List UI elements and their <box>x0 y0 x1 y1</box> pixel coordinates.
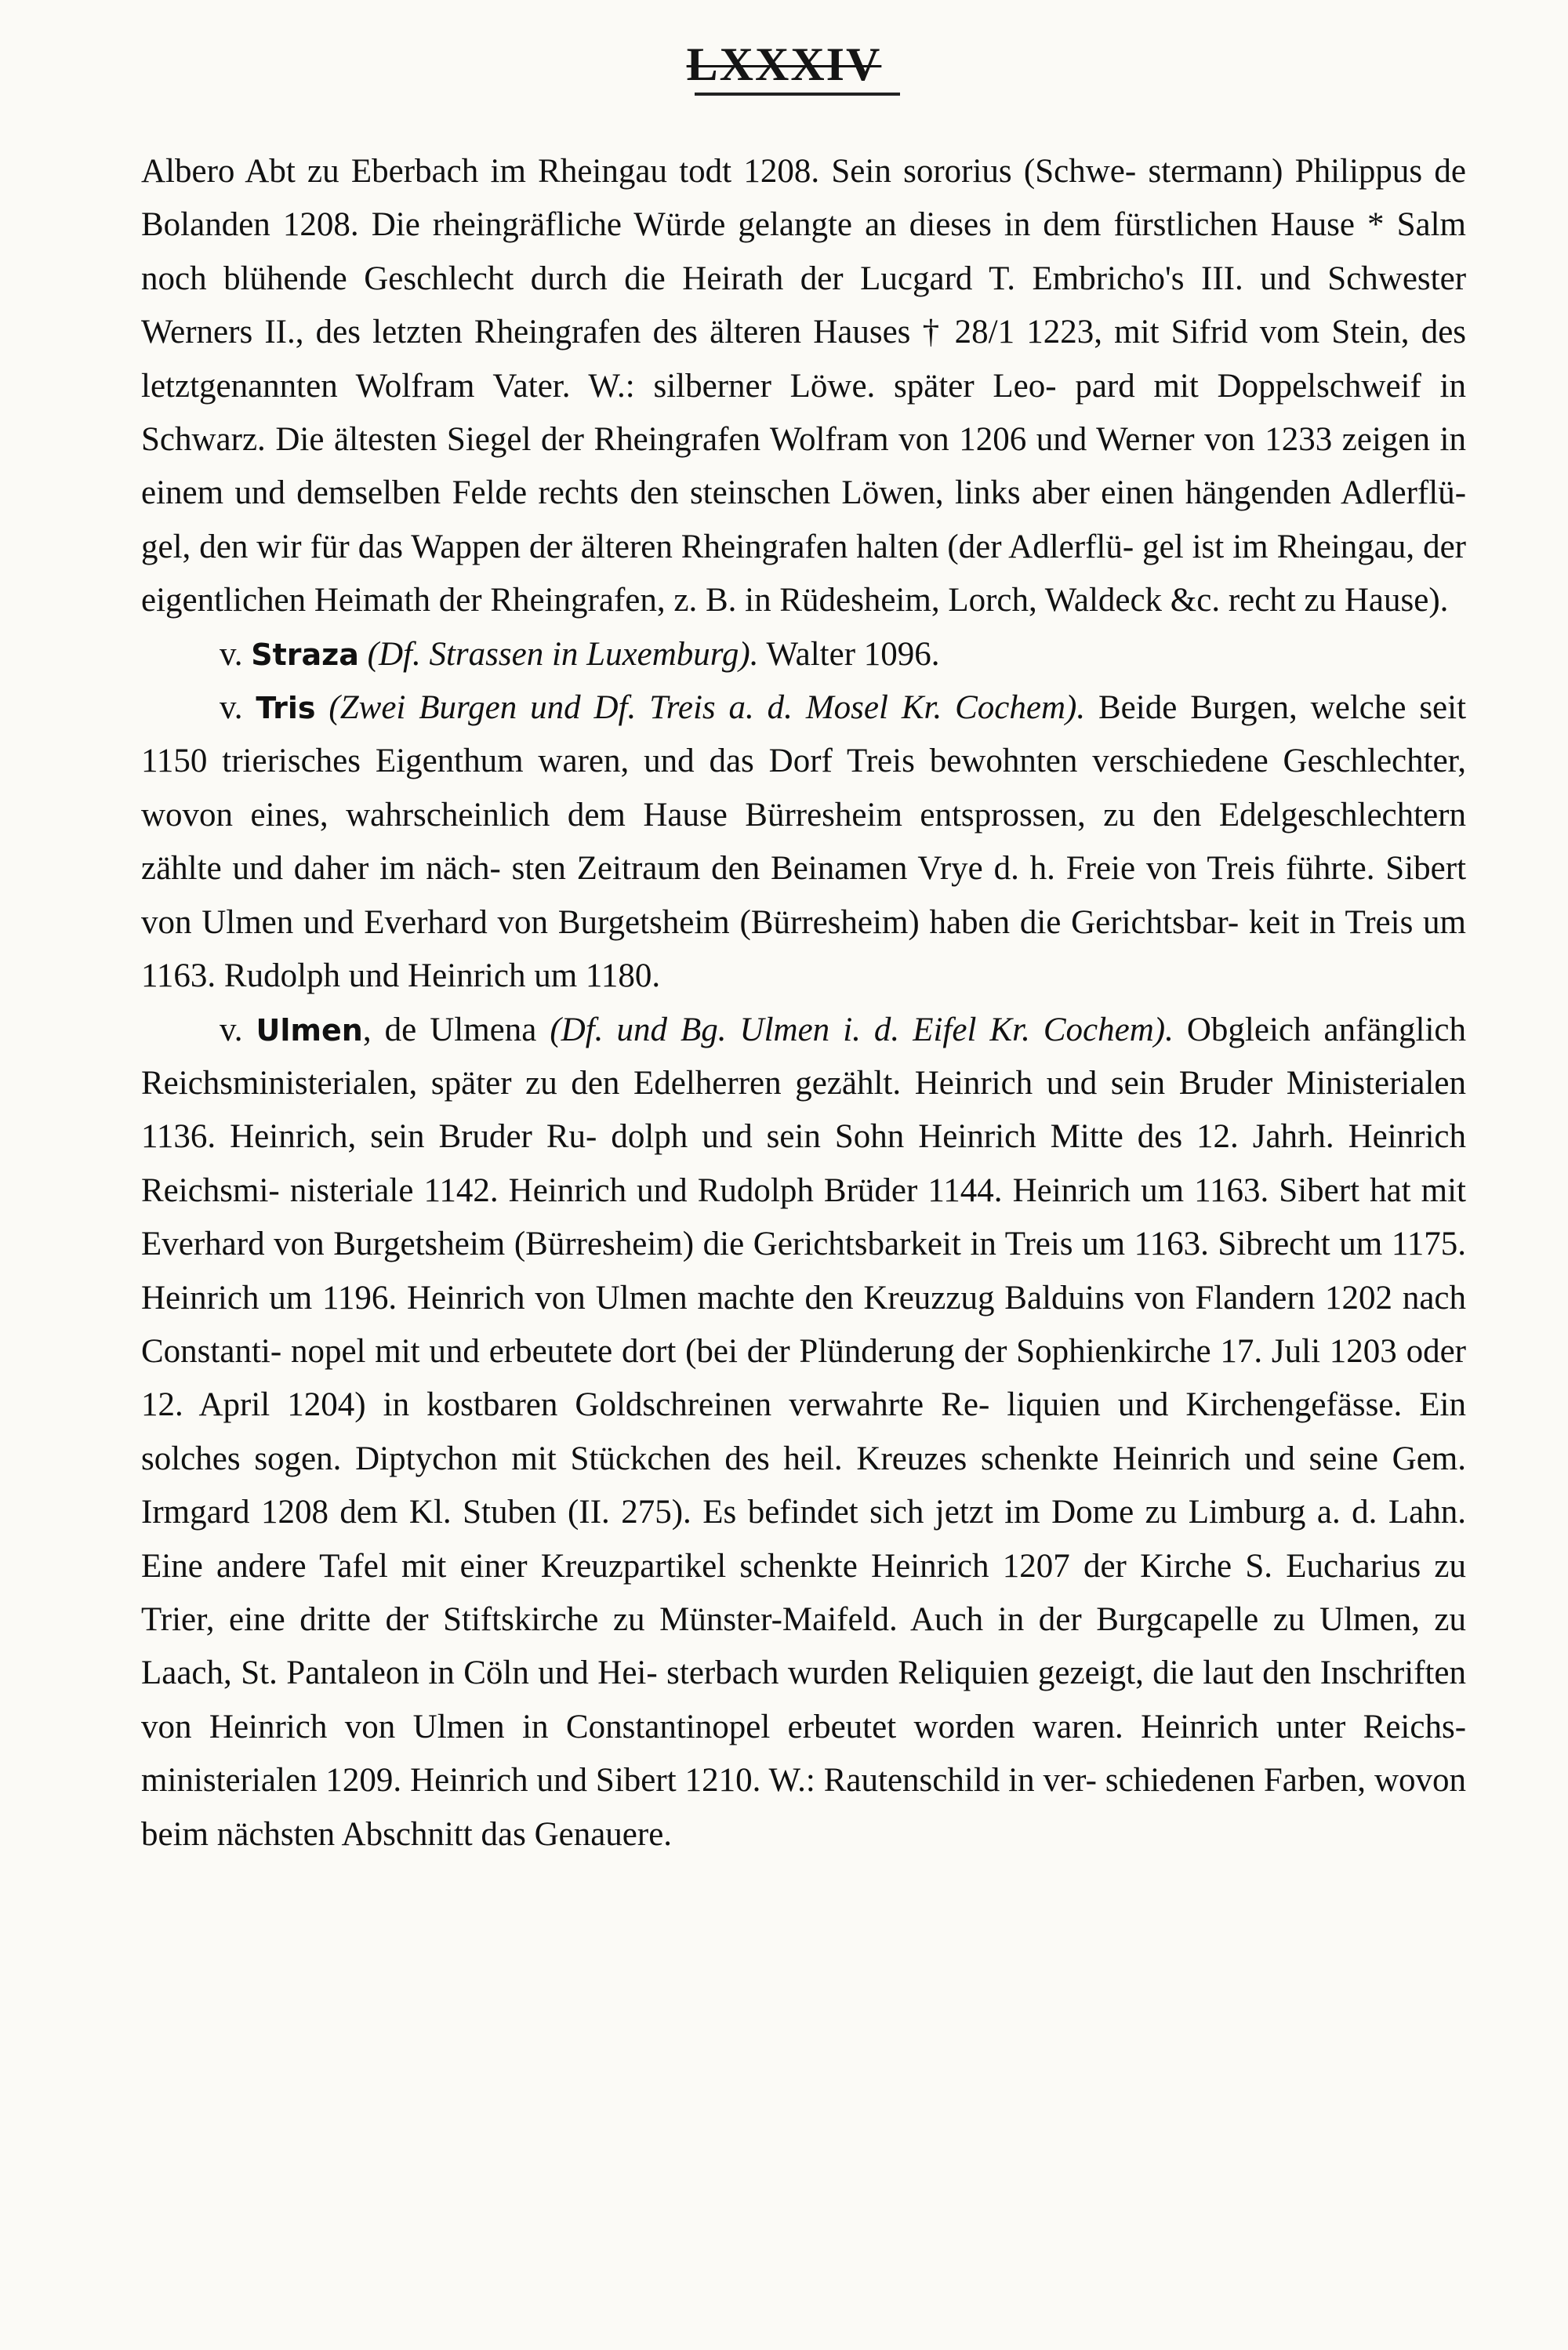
text-line: Rüdesheim, Lorch, Waldeck &c. recht zu Hause). <box>779 582 1449 619</box>
text-line: Eine andere Tafel mit einer Kreuzpartikel schenkte Heinrich 1207 der Kirche <box>141 1547 1232 1585</box>
entry-prefix: v. <box>220 689 243 727</box>
text-line: schiedenen Farben, wovon beim nächsten Abschnitt das Genauere. <box>141 1762 1466 1853</box>
entry-name: Ulmen <box>256 1012 363 1048</box>
entry-place: (Zwei Burgen und Df. Treis a. d. Mosel Kr. Cochem). <box>328 689 1086 727</box>
text-line: Ulmen und Everhard von Burgetsheim (Bürresheim) haben die Gerichtsbar- <box>201 903 1240 941</box>
text-line: sterbach wurden Reliquien gezeigt, die laut den Inschriften von Heinrich <box>141 1654 1466 1745</box>
text-line: dolph und sein Sohn Heinrich Mitte des 12. Jahrh. Heinrich Reichsmi- <box>141 1118 1467 1209</box>
text-line: nopel mit und erbeutete dort (bei der Plünderung der Sophienkirche 17. <box>290 1332 1263 1370</box>
text-line: Burgen, welche seit 1150 trierisches Eigenthum waren, und das Dorf Treis <box>141 689 1467 780</box>
text-line: nisteriale 1142. Heinrich und Rudolph Brüder 1144. Heinrich um 1163. <box>289 1171 1269 1209</box>
text-line: Beide <box>1098 689 1178 727</box>
text-line: Stuben (II. 275). Es befindet sich jetzt im Dome zu Limburg a. d. Lahn. <box>463 1494 1467 1531</box>
paragraph-rheingrafen <box>141 145 1466 628</box>
text-line: ministerialen 1209. Heinrich und Sibert 1210. W.: Rautenschild in ver- <box>141 1762 1097 1800</box>
entry-name: Tris <box>256 691 316 726</box>
entry-prefix: v. <box>220 635 243 673</box>
text-line: pard mit Doppelschweif in Schwarz. Die ältesten Siegel der Rheingrafen <box>141 367 1467 459</box>
text-line: von Ulmen in Constantinopel erbeutet worden waren. Heinrich unter Reichs- <box>344 1708 1467 1745</box>
text-line: S. Eucharius zu Trier, eine dritte der Stiftskirche zu Münster-Maifeld. Auch <box>141 1547 1467 1638</box>
text-line: Juli 1203 oder 12. April 1204) in kostbaren Goldschreinen verwahrte Re- <box>141 1332 1466 1424</box>
text-line: Stein, des letztgenannten Wolfram Vater. W.: silberner Löwe. später Leo- <box>141 314 1467 405</box>
body-text <box>141 145 1466 1861</box>
page-number-text: LXXXIV <box>686 38 882 90</box>
text-line: an dieses in dem fürstlichen Hause * Salm noch blühende Geschlecht durch <box>141 206 1467 297</box>
text-line: liquien und Kirchengefässe. Ein solches sogen. Diptychon mit Stückchen <box>141 1386 1466 1477</box>
text-line: Wolfram von 1206 und Werner von 1233 zeigen in einem und demselben <box>141 421 1466 512</box>
text-line: des heil. Kreuzes schenkte Heinrich und seine Gem. Irmgard 1208 dem Kl. <box>141 1440 1466 1531</box>
entry-name-suffix: , de Ulmena <box>362 1011 537 1048</box>
text-line: Bürresheim entsprossen, zu den Edelgeschlechtern zählte und daher im näch- <box>141 796 1466 888</box>
text-line: gel ist im Rheingau, der eigentlichen Heimath der Rheingrafen, z. B. in <box>141 528 1466 619</box>
paragraph-straza <box>141 628 1466 681</box>
header-rule <box>695 93 900 96</box>
text-line: des letzten Rheingrafen des älteren Hauses † 28/1 1223, mit Sifrid vom <box>315 314 1320 351</box>
text-line: Felde rechts den steinschen Löwen, links aber einen hängenden Adlerflü- <box>452 474 1467 512</box>
text-line: stermann) Philippus de Bolanden 1208. Die rheingräfliche Würde gelangte <box>141 153 1467 244</box>
text-line: Obgleich anfänglich Reichsministerialen, später zu den Edelherren gezählt. <box>141 1011 1466 1102</box>
text-line: die Heirath der Lucgard T. Embricho's III. und Schwester Werners II., <box>141 260 1467 351</box>
text-line: Albero Abt zu Eberbach im Rheingau todt 1208. Sein sororius (Schwe- <box>141 153 1137 190</box>
text-line: in der Burgcapelle zu Ulmen, zu Laach, St. Pantaleon in Cöln und Hei- <box>141 1600 1467 1692</box>
page-number <box>0 33 1568 96</box>
entry-name: Straza <box>251 637 359 672</box>
paragraph-ulmen <box>141 1004 1466 1862</box>
text-line: Heinrich und sein Bruder Ministerialen 1136. Heinrich, sein Bruder Ru- <box>141 1064 1467 1156</box>
text-line: Ulmen machte den Kreuzzug Balduins von Flandern 1202 nach Constanti- <box>141 1279 1467 1370</box>
text-line: sten Zeitraum den Beinamen Vrye d. h. Freie von Treis führte. Sibert von <box>141 850 1467 941</box>
text-line: keit in Treis um 1163. Rudolph und Heinrich um 1180. <box>141 903 1466 995</box>
entry-place: (Df. und Bg. Ulmen i. d. Eifel Kr. Cochem). <box>550 1011 1174 1048</box>
entry-place: (Df. Strassen in Luxemburg). <box>367 635 759 673</box>
text-line: Sibert hat mit Everhard von Burgetsheim (Bürresheim) die Gerichtsbarkeit <box>141 1171 1466 1263</box>
paragraph-tris <box>141 681 1466 1003</box>
text-line: gel, den wir für das Wappen der älteren Rheingrafen halten (der Adlerflü- <box>141 528 1134 565</box>
entry-text: Walter 1096. <box>766 635 940 673</box>
text-line: bewohnten verschiedene Geschlechter, wovon eines, wahrscheinlich dem Hause <box>141 743 1467 834</box>
text-line: in Treis um 1163. Sibrecht um 1175. Heinrich um 1196. Heinrich von <box>141 1226 1466 1317</box>
entry-prefix: v. <box>220 1011 243 1048</box>
